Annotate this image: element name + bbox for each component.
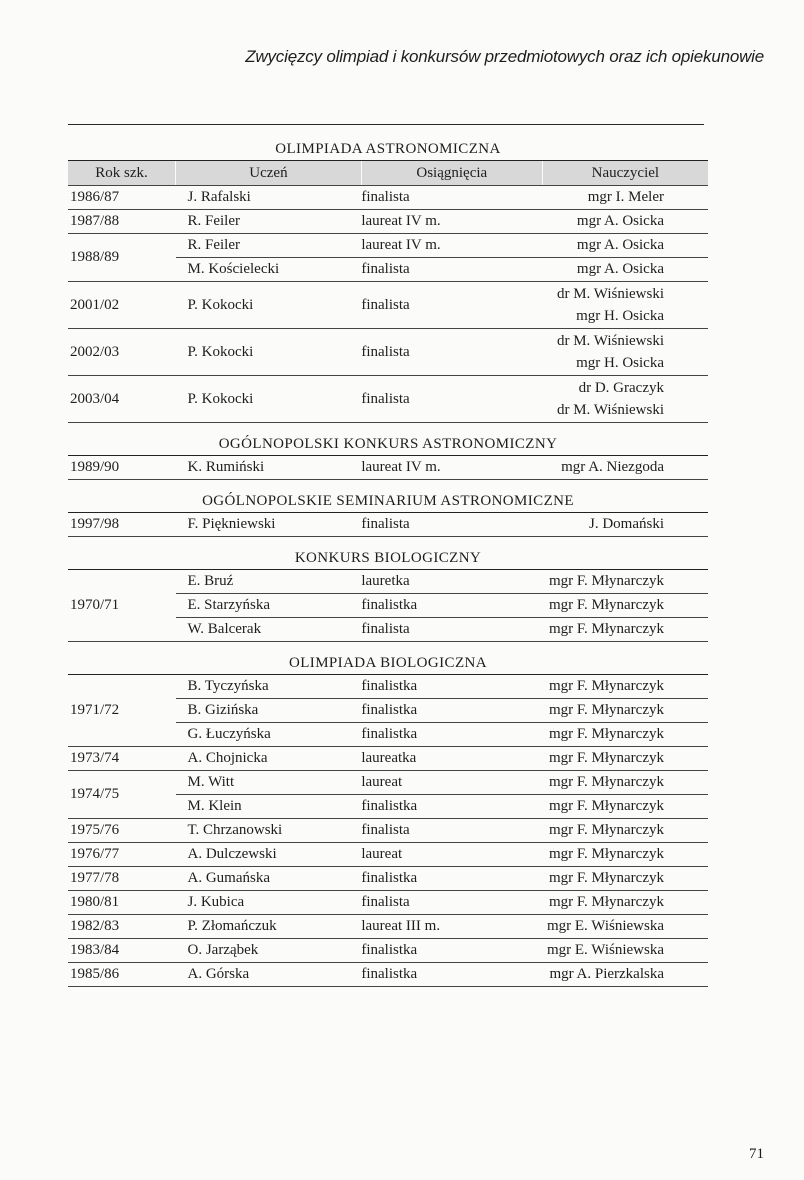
achievement: finalistka [361,723,542,747]
student-name: M. Kościelecki [176,258,362,282]
table-row [68,747,708,771]
teacher-name: dr D. Graczyk [578,380,664,396]
header-student: Uczeń [176,161,362,186]
header-row [68,161,708,186]
section-gap [68,642,708,652]
teacher-name: mgr E. Wiśniewska [546,918,664,934]
teacher-name: mgr A. Osicka [576,237,664,253]
page-content [68,138,708,987]
teacher-cell [542,594,708,618]
student-name: E. Starzyńska [176,594,362,618]
section-title: OGÓLNOPOLSKIE SEMINARIUM ASTRONOMICZNE [68,490,708,513]
achievement: laureat IV m. [361,210,542,234]
teacher-name: mgr F. Młynarczyk [548,774,664,790]
teacher-cell [542,867,708,891]
school-year: 1973/74 [68,747,176,771]
achievement: laureat III m. [361,915,542,939]
teacher-name: mgr F. Młynarczyk [548,798,664,814]
student-name: P. Kokocki [176,329,362,376]
achievement: laureat IV m. [361,456,542,480]
achievement: lauretka [361,570,542,594]
teacher-name: mgr F. Młynarczyk [548,750,664,766]
achievement: finalista [361,282,542,329]
school-year: 1982/83 [68,915,176,939]
teacher-cell [542,618,708,642]
teacher-cell [542,699,708,723]
teacher-cell [542,795,708,819]
teacher-cell [542,513,708,537]
achievement: finalista [361,258,542,282]
school-year: 1983/84 [68,939,176,963]
teacher-cell [542,939,708,963]
table-row [68,329,708,376]
table-row [68,282,708,329]
teacher-name: mgr I. Meler [587,189,664,205]
table-row [68,376,708,423]
results-table [68,675,708,987]
header-year: Rok szk. [68,161,176,186]
running-head: Zwycięzcy olimpiad i konkursów przedmiotowych oraz ich opiekunowie [245,47,764,66]
teacher-cell [542,234,708,258]
student-name: A. Gumańska [176,867,362,891]
teacher-name: mgr A. Osicka [576,213,664,229]
achievement: finalistka [361,939,542,963]
achievement: finalista [361,513,542,537]
results-table [68,456,708,480]
school-year: 1970/71 [68,570,176,642]
student-name: W. Balcerak [176,618,362,642]
table-row [68,456,708,480]
achievement: finalistka [361,594,542,618]
header-teacher: Nauczyciel [542,161,708,186]
teacher-name: J. Domański [589,516,664,532]
teacher-cell [542,570,708,594]
table-row [68,186,708,210]
student-name: R. Feiler [176,210,362,234]
achievement: laureatka [361,747,542,771]
teacher-name: mgr H. Osicka [576,308,664,324]
table-row [68,234,708,258]
student-name: K. Rumiński [176,456,362,480]
table-row [68,939,708,963]
achievement: laureat [361,843,542,867]
student-name: P. Złomańczuk [176,915,362,939]
school-year: 1974/75 [68,771,176,819]
teacher-name: mgr F. Młynarczyk [548,678,664,694]
teacher-name: mgr F. Młynarczyk [548,726,664,742]
teacher-name: dr M. Wiśniewski [556,333,664,349]
student-name: G. Łuczyńska [176,723,362,747]
achievement: finalista [361,186,542,210]
teacher-cell [542,258,708,282]
student-name: A. Górska [176,963,362,987]
table-row [68,819,708,843]
section-title: OGÓLNOPOLSKI KONKURS ASTRONOMICZNY [68,433,708,456]
teacher-name: mgr F. Młynarczyk [548,822,664,838]
teacher-name: mgr F. Młynarczyk [548,870,664,886]
teacher-cell [542,915,708,939]
school-year: 1975/76 [68,819,176,843]
section-gap [68,423,708,433]
page-number: 71 [749,1146,764,1162]
teacher-name: mgr F. Młynarczyk [548,702,664,718]
teacher-name: mgr F. Młynarczyk [548,894,664,910]
school-year: 1989/90 [68,456,176,480]
achievement: finalistka [361,675,542,699]
table-row [68,675,708,699]
table-row [68,570,708,594]
teacher-cell [542,456,708,480]
achievement: laureat IV m. [361,234,542,258]
teacher-cell [542,675,708,699]
header-achievement: Osiągnięcia [361,161,542,186]
achievement: finalista [361,819,542,843]
achievement: finalista [361,891,542,915]
teacher-name: mgr F. Młynarczyk [548,597,664,613]
student-name: R. Feiler [176,234,362,258]
school-year: 1985/86 [68,963,176,987]
student-name: B. Gizińska [176,699,362,723]
student-name: B. Tyczyńska [176,675,362,699]
results-table [68,570,708,642]
achievement: finalista [361,618,542,642]
teacher-name: mgr A. Pierzkalska [549,966,664,982]
teacher-cell [542,282,708,329]
achievement: finalistka [361,699,542,723]
results-table [68,513,708,537]
section-title: KONKURS BIOLOGICZNY [68,547,708,570]
teacher-cell [542,819,708,843]
student-name: T. Chrzanowski [176,819,362,843]
teacher-cell [542,186,708,210]
table-row [68,963,708,987]
student-name: A. Chojnicka [176,747,362,771]
teacher-name: mgr A. Osicka [576,261,664,277]
teacher-cell [542,329,708,376]
school-year: 1976/77 [68,843,176,867]
school-year: 2001/02 [68,282,176,329]
table-row [68,771,708,795]
section-title: OLIMPIADA ASTRONOMICZNA [68,138,708,161]
achievement: finalistka [361,795,542,819]
teacher-name: dr M. Wiśniewski [556,402,664,418]
teacher-name: dr M. Wiśniewski [556,286,664,302]
teacher-cell [542,210,708,234]
table-row [68,891,708,915]
achievement: finalistka [361,963,542,987]
student-name: F. Piękniewski [176,513,362,537]
table-row [68,843,708,867]
teacher-name: mgr F. Młynarczyk [548,621,664,637]
student-name: A. Dulczewski [176,843,362,867]
school-year: 1980/81 [68,891,176,915]
achievement: finalista [361,329,542,376]
results-table [68,161,708,423]
school-year: 1988/89 [68,234,176,282]
school-year: 1997/98 [68,513,176,537]
student-name: O. Jarząbek [176,939,362,963]
teacher-name: mgr F. Młynarczyk [548,573,664,589]
teacher-name: mgr E. Wiśniewska [546,942,664,958]
table-row [68,210,708,234]
school-year: 2002/03 [68,329,176,376]
teacher-name: mgr F. Młynarczyk [548,846,664,862]
section-title: OLIMPIADA BIOLOGICZNA [68,652,708,675]
school-year: 1987/88 [68,210,176,234]
table-row [68,513,708,537]
student-name: P. Kokocki [176,282,362,329]
teacher-name: mgr H. Osicka [576,355,664,371]
school-year: 1971/72 [68,675,176,747]
student-name: J. Rafalski [176,186,362,210]
student-name: P. Kokocki [176,376,362,423]
section-gap [68,537,708,547]
table-row [68,915,708,939]
table-row [68,867,708,891]
student-name: J. Kubica [176,891,362,915]
student-name: M. Klein [176,795,362,819]
teacher-cell [542,771,708,795]
student-name: M. Witt [176,771,362,795]
teacher-cell [542,747,708,771]
school-year: 1977/78 [68,867,176,891]
top-rule [68,124,704,125]
teacher-cell [542,891,708,915]
teacher-name: mgr A. Niezgoda [561,459,664,475]
school-year: 2003/04 [68,376,176,423]
section-gap [68,480,708,490]
teacher-cell [542,843,708,867]
school-year: 1986/87 [68,186,176,210]
teacher-cell [542,376,708,423]
achievement: laureat [361,771,542,795]
achievement: finalistka [361,867,542,891]
achievement: finalista [361,376,542,423]
teacher-cell [542,963,708,987]
teacher-cell [542,723,708,747]
student-name: E. Bruź [176,570,362,594]
